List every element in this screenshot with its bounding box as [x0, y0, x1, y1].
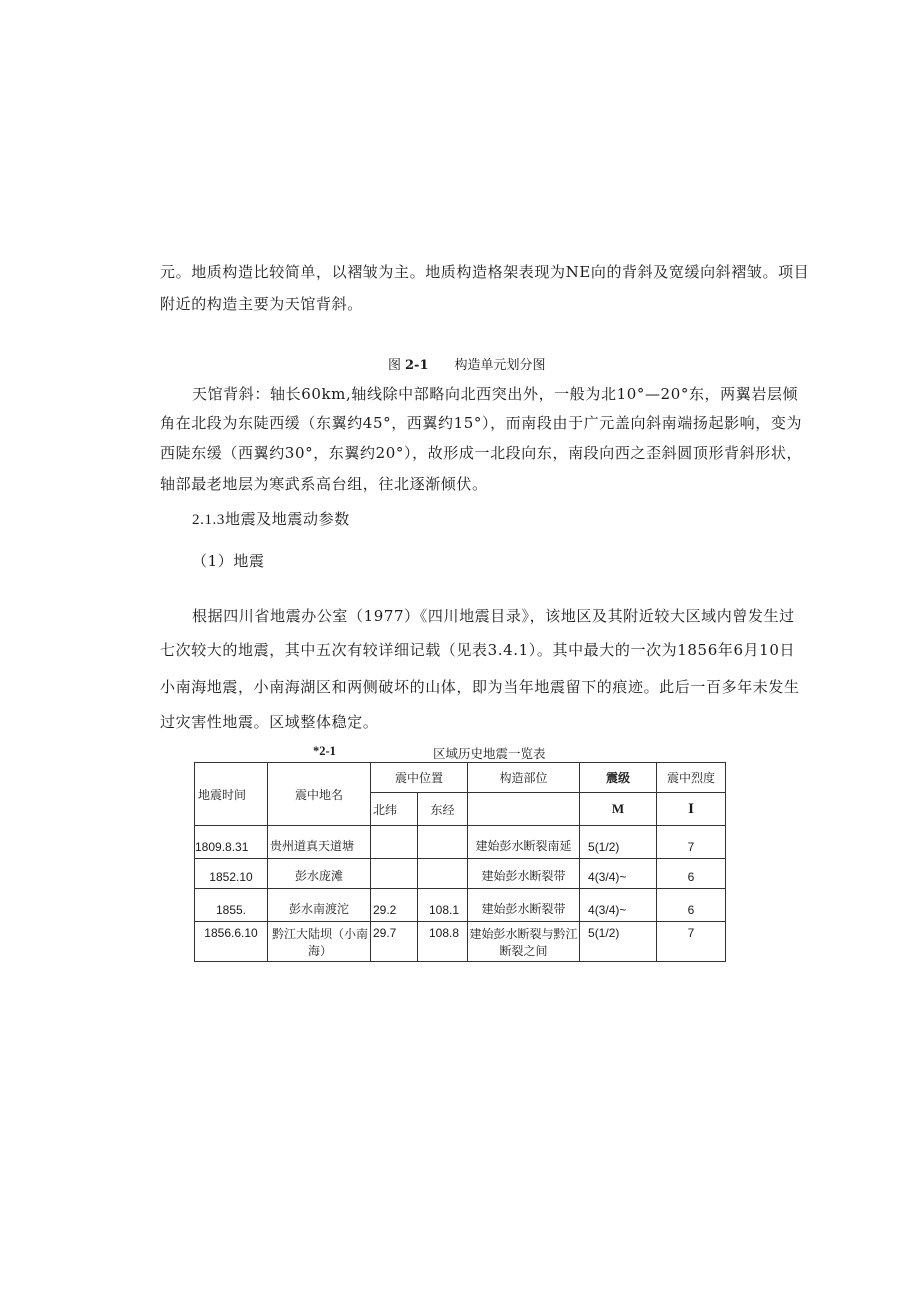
- paragraph-3-line-4: 过灾害性地震。区域整体稳定。: [160, 713, 379, 731]
- subsection-heading: （1）地震: [192, 552, 265, 570]
- table-header-row-1: [195, 763, 726, 793]
- row-1-magnitude: 5(1/2): [580, 826, 657, 859]
- paragraph-1-line-1: 元。地质构造比较简单，以褶皱为主。地质构造格架表现为NE向的背斜及宽缓向斜褶皱。项目: [160, 263, 810, 281]
- figure-caption: [388, 354, 546, 373]
- row-4-intensity: 7: [657, 922, 726, 962]
- row-1-structure: 建始彭水断裂南延: [468, 826, 580, 859]
- section-heading: 2.1.3地震及地震动参数: [192, 512, 350, 528]
- row-4-magnitude: 5(1/2): [580, 922, 657, 962]
- header-magnitude-unit: M: [580, 793, 657, 826]
- row-2-structure: 建始彭水断裂带: [468, 859, 580, 889]
- row-2-time: 1852.10: [195, 859, 268, 889]
- table-caption-title: 区域历史地震一览表: [433, 746, 546, 761]
- paragraph-2-line-3: 西陡东缓（西翼约30°，东翼约20°），故形成一北段向东，南段向西之歪斜圆顶形背斜形状，: [160, 444, 803, 462]
- row-3-lat: 29.2: [371, 889, 418, 922]
- row-3-lon: 108.1: [418, 889, 468, 922]
- figure-caption-title: 构造单元划分图: [454, 358, 546, 373]
- table-row: [195, 922, 726, 962]
- row-3-time: 1855.: [195, 889, 268, 922]
- table-row: [195, 889, 726, 922]
- row-3-structure: 建始彭水断裂带: [468, 889, 580, 922]
- header-intensity: 震中烈度: [657, 763, 726, 793]
- paragraph-3-line-2: 七次较大的地震，其中五次有较详细记载（见表3.4.1）。其中最大的一次为1856年6月10日: [160, 641, 796, 659]
- row-2-lon: [418, 859, 468, 889]
- row-3-intensity: 6: [657, 889, 726, 922]
- row-2-magnitude: 4(3/4)~: [580, 859, 657, 889]
- row-4-time: 1856.6.10: [195, 922, 268, 962]
- paragraph-3-line-1: 根据四川省地震办公室（1977）《四川地震目录》，该地区及其附近较大区域内曾发生过: [192, 607, 795, 625]
- header-intensity-unit: I: [657, 793, 726, 826]
- header-time: 地震时间: [195, 763, 268, 826]
- earthquake-table: [194, 762, 726, 962]
- row-2-lat: [371, 859, 418, 889]
- header-magnitude: 震级: [580, 763, 657, 793]
- header-place: 震中地名: [268, 763, 371, 826]
- header-structure: 构造部位: [468, 763, 580, 793]
- row-3-place: 彭水南渡沱: [268, 889, 371, 922]
- figure-caption-prefix: 图: [388, 358, 402, 373]
- figure-caption-number: 2-1: [405, 358, 429, 373]
- paragraph-2-line-2: 角在北段为东陡西缓（东翼约45°，西翼约15°），而南段由于广元盖向斜南端扬起影响，变为: [160, 414, 803, 432]
- table-row: [195, 826, 726, 859]
- header-location: 震中位置: [371, 763, 468, 793]
- paragraph-3-line-3: 小南海地震，小南海湖区和两侧破坏的山体，即为当年地震留下的痕迹。此后一百多年未发生: [160, 678, 800, 696]
- row-1-lat: [371, 826, 418, 859]
- row-3-magnitude: 4(3/4)~: [580, 889, 657, 922]
- row-4-place: 黔江大陆坝（小南海）: [268, 922, 371, 962]
- row-2-intensity: 6: [657, 859, 726, 889]
- table-row: [195, 859, 726, 889]
- row-4-structure: 建始彭水断裂与黔江断裂之间: [468, 922, 580, 962]
- header-lon: 东经: [418, 793, 468, 826]
- table-caption-number: *2-1: [313, 744, 336, 758]
- row-2-place: 彭水庞滩: [268, 859, 371, 889]
- row-1-intensity: 7: [657, 826, 726, 859]
- row-1-time: 1809.8.31: [195, 826, 268, 859]
- header-lat: 北纬: [371, 793, 418, 826]
- paragraph-1-line-2: 附近的构造主要为天馆背斜。: [160, 295, 363, 313]
- row-1-place: 贵州道真天道塘: [268, 826, 371, 859]
- row-4-lat: 29.7: [371, 922, 418, 962]
- paragraph-2-line-1: 天馆背斜：轴长60km,轴线除中部略向北西突出外，一般为北10°—20°东，两翼岩层倾: [192, 385, 799, 403]
- row-1-lon: [418, 826, 468, 859]
- paragraph-2-line-4: 轴部最老地层为寒武系高台组，往北逐渐倾伏。: [160, 475, 488, 493]
- header-structure-blank: [468, 793, 580, 826]
- row-4-lon: 108.8: [418, 922, 468, 962]
